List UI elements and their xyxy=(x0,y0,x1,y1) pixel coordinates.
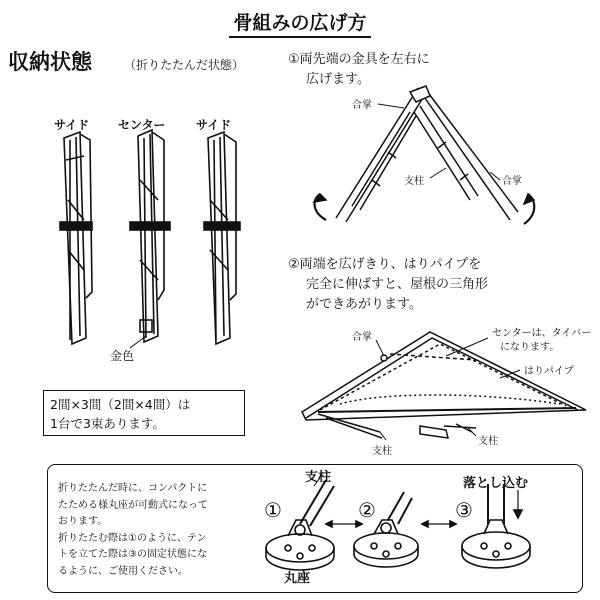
step2-label-shichu-right: 支柱 xyxy=(478,436,498,447)
storage-subheading: （折りたたんだ状態） xyxy=(124,58,245,72)
bottom-label-shichu: 支柱 xyxy=(305,470,332,485)
bottom-number-3: ③ xyxy=(455,498,473,522)
label-side-right: サイド xyxy=(196,118,232,132)
bottom-line-1: 折りたたんだ時に、コンパクトに xyxy=(58,483,208,494)
bottom-number-2: ② xyxy=(358,498,376,522)
bottom-label-maruza: 丸座 xyxy=(284,571,311,586)
step1-label-gassho-left: 合掌 xyxy=(352,100,372,111)
step2-label-center-note-2: になります。 xyxy=(500,342,560,353)
note-line-1: 2間×3間（2間×4間）は xyxy=(50,397,191,412)
step2-label-center-note-1: センターは、タイバー xyxy=(492,328,592,339)
bottom-line-5: トを立てた際は③の固定状態にな xyxy=(58,549,207,560)
step1-label-gassho-right: 合掌 xyxy=(502,176,522,187)
bottom-label-otoshikomu: 落とし込む xyxy=(463,476,529,491)
bottom-number-1: ① xyxy=(264,498,282,522)
maruza-state-3 xyxy=(462,484,530,568)
step1-line-2: 広げます。 xyxy=(306,72,370,87)
label-center: センター xyxy=(118,118,166,132)
step1-label-shichu: 支柱 xyxy=(404,176,424,187)
label-side-left: サイド xyxy=(54,118,90,132)
bottom-line-6: るように、ご使用ください。 xyxy=(58,565,188,577)
step2-label-shichu-left: 支柱 xyxy=(372,446,392,457)
storage-heading: 収納状態 xyxy=(8,50,92,74)
maruza-state-1 xyxy=(266,480,334,570)
step2-line-2: 完全に伸ばすと、屋根の三角形 xyxy=(306,277,489,292)
step1-line-1: ①両先端の金具を左右に xyxy=(288,52,430,67)
bottom-line-2: たためる様丸座が可動式になって xyxy=(58,499,208,511)
step2-line-3: ができあがります。 xyxy=(306,297,422,312)
note-line-2: 1台で3束あります。 xyxy=(50,416,165,431)
label-gold: 金色 xyxy=(110,349,135,363)
bottom-line-3: おります。 xyxy=(58,516,108,527)
step2-label-hari: はりパイプ xyxy=(524,366,574,377)
step2-line-1: ②両端を広げきり、はりパイプを xyxy=(288,257,482,272)
bottom-line-4: 折りたたむ際は①のように、テン xyxy=(58,532,207,544)
page-title: 骨組みの広げ方 xyxy=(0,8,600,35)
step2-label-gassho: 合掌 xyxy=(352,332,372,343)
